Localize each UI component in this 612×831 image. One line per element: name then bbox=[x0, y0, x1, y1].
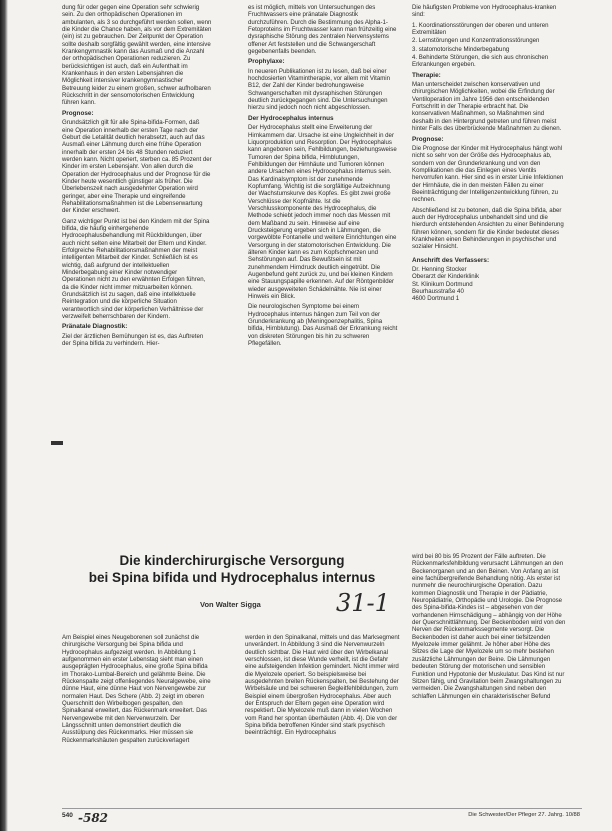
footer-page-number bbox=[62, 810, 182, 824]
col3-heading-therapie: Therapie: bbox=[412, 71, 441, 79]
handwritten-page-number-text: -582 bbox=[78, 811, 109, 824]
upper-column-left bbox=[62, 4, 212, 539]
col1-heading-prognose: Prognose: bbox=[62, 109, 94, 117]
col1-intro: dung für oder gegen eine Operation sehr schwierig sein. Zu den orthopädischen Operationen im ambulanten, als 3 so durchgeführt werden sollen, wenn die Kinder die Chance haben, als vor dem Extremitäten (ein) ist zu gebrauchen. Der Zeitpunkt der Operation sollte deshalb sorgfältig gewählt werden, eine intensive Krankengymnastik kann das Ausmaß und die Anzahl der orthopädischen Operationen reduzieren. Zu berücksichtigen ist auch, daß ein Aufenthalt im Krankenhaus in den ersten Lebensjahren die Möglichkeit intensiver krankengymnastischer Betreuung leider zu einem großen, schwer aufholbaren Rückschritt in der sensomotorischen Entwicklung führen kann. bbox=[62, 4, 212, 107]
col3-heading-prognose: Prognose: bbox=[412, 135, 444, 143]
journal-footer: Die Schwester/Der Pfleger 27. Jahrg. 10/88 bbox=[468, 812, 580, 818]
col2-heading-prophylaxe: Prophylaxe: bbox=[248, 58, 285, 66]
col2-hydrocephalus-text: Der Hydrocephalus stellt eine Erweiterung der Hirnkammern dar. Ursache ist eine Ungleichheit in der Liquorproduktion und Resorption. Der Hydrocephalus kann angeboren sein, Fehlbildungen, beziehungsweise Tumoren der Spina bifida, Hirnblutungen, Fehlbildungen der Hirnhäute und Tumoren können andere Ursachen eines Hydrocephalus internus sein. Das Kardinalsymptom ist der zunehmende Kopfumfang. Wichtig ist die sorgfältige Aufzeichnung der Wachstumskurve des Kopfes. Es gibt zwei große Verschlüsse der Kopfnähte. Ist die Verschlusskomponente des Hydrocephalus, die Methode schiebt jedoch immer noch das Messen mit dem Maßband zu sein. Hinweise auf eine Drucksteigerung ergeben sich in Lähmungen, die vorgewölbte Fontanelle und weitere Einrichtungen eine Versorgung in der statomotorischen Entwicklung. Die älteren Kinder kann es zum Kopfschmerzen und Sehstörungen auf. Das Bewußtsein ist mit zunehmendem Hirndruck deutlich eingetrübt. Die Augenbefund geht zurück zu, und bei kleinen Kindern eine Stauungspapille erkennen. Auf der Röntgenbilder wieder ausgeweiteten Schädelnähte. Nie ist einer Hinweis ein Blick. bbox=[248, 124, 397, 301]
handwritten-note bbox=[334, 584, 404, 618]
article-title bbox=[62, 552, 402, 586]
article-byline: Von Walter Sigga bbox=[200, 600, 261, 609]
col3-prognose-text-2: Abschließend ist zu betonen, daß die Spina bifida, aber auch der Hydrocephalus unbehandelt sind und die hierdurch entstehenden Ansichten zu einer Behinderung führen können, sondern für die Kinder bedeutet dieses Krankheiten einen Behinderungen in psychischer und sozialer Hinsicht. bbox=[412, 206, 564, 251]
col3-intro: Die häufigsten Probleme von Hydrocephalus-kranken sind: bbox=[412, 4, 557, 19]
article-col-c-text: wird bei 80 bis 95 Prozent der Fälle auftreten. Die Rückenmarksfehlbildung verursacht Lähmungen an den Beckenorganen und an den Beinen. Von Anfang an ist eine fachübergreifende Behandlung nötig. Als erster ist nunmehr die neurochirurgische Operation. Dazu kommen Diagnostik und Therapie in der Pädiatrie, Neuropädiatrie, Orthopädie und Urologie. Die Prognose des Spina-bifida-Kindes ist – abgesehen von der vorhandenen Hirnschädigung – abhängig von der Höhe der Querschnittlähmung. Der Beckenboden wird von den Nerven der Rückenmarkssegmente versorgt. Die Beckenboden ist daher auch bei einer tiefsitzenden Myelozele immer gelähmt. Je höher aber Höhe des Sitzes die Lage der Myelozele um so mehr bestehen zusätzliche Lähmungen der Beine. Die Lähmungen bedeuten Störung der motorischen und sensiblen Funktion und Hypotonie der Muskulatur. Das Kind ist nur Sitzen fähig, und Gravitation beim Zwangshaltungen zu vermeiden. Die Zwangshaltungen sind neben den schlaffen Lähmungen ein charakteristischer Befund bbox=[412, 553, 566, 700]
address-label: Anschrift des Verfassers: bbox=[412, 256, 490, 264]
article-title-line-1: Die kinderchirurgische Versorgung bbox=[119, 553, 345, 568]
col3-prognose-text: Die Prognose der Kinder mit Hydrocephalus hängt wohl nicht so sehr von der Größe des Hydrocephalus ab, sondern von der Grunderkrankung und von den Komplikationen die das Einlegen eines Ventils hervorrufen kann. Hier sind es in erster Linie Infektionen der Hirnhäute, die in den meisten Fällen zu einer Beeinträchtigung der Intelligenzentwicklung führen, zu rechnen. bbox=[412, 144, 564, 204]
list-item: 1. Koordinationsstörungen der oberen und unteren Extremitäten bbox=[412, 21, 549, 37]
address-line: Beurhausstraße 40 bbox=[412, 288, 464, 296]
article-column-right bbox=[412, 553, 567, 806]
article-column-middle bbox=[245, 634, 400, 806]
col2-prophylaxe-text: In neueren Publikationen ist zu lesen, daß bei einer hochdosierten Vitamintherapie, vor allem mit Vitamin B12, der Zahl der Kinder bedrohungsweise Schwangerschaften mit dysraphischen Störungen deutlich zurückgegangen sind. Die Untersuchungen hierzu sind jedoch noch nicht abgeschlossen. bbox=[248, 67, 391, 112]
author-address bbox=[412, 257, 567, 303]
address-line: 4600 Dortmund 1 bbox=[412, 295, 460, 303]
problem-list bbox=[412, 22, 567, 69]
col2-heading-hydrocephalus: Der Hydrocephalus internus bbox=[248, 114, 334, 122]
handwritten-note-text: 31-1 bbox=[336, 589, 390, 617]
footer-rule bbox=[62, 808, 582, 809]
article-column-left bbox=[62, 634, 214, 806]
article-title-line-2: bei Spina bifida und Hydrocephalus internus bbox=[88, 570, 376, 585]
address-line: St. Klinikum Dortmund bbox=[412, 280, 473, 288]
col1-heading-praenatal: Pränatale Diagnostik: bbox=[62, 323, 128, 331]
handwritten-page-number bbox=[76, 810, 116, 824]
upper-column-middle bbox=[248, 4, 398, 539]
scan-edge-shadow bbox=[0, 0, 8, 831]
list-item: 4. Behinderte Störungen, die sich aus chronischen Erkrankungen ergeben. bbox=[412, 54, 549, 69]
address-line: Oberarzt der Kinderklinik bbox=[412, 273, 480, 281]
article-col-b-text: werden in den Spinalkanal, mittels und das Marksegment unverändert. In Abbildung 3 sind die Nervenwurzeln deutlich sichtbar. Die Haut wird über den Wirbelkanal verschlossen, ist diese Wunde verheilt, ist die Gefahr eine aufsteigenden Infektion gemindert. Nicht immer wird die Myelozele operiert. So beispielsweise bei ausgedehnten breiten Rückenspalten, bei Bestehung der Wirbelsäule und bei schweren Begleitfehlbildungen, zum Beispiel einem übergroßen Hydrocephalus. Aber auch der Entspruch der Eltern gegen eine Operation wird respektiert. Die Myelozele muß dann in vielen Wochen vom Rand her spontan überhäuten (Abb. 4). Die von der Spina bifida betroffenen Kinder sind stark psychisch beeinträchtigt. Ein Hydrocephalus bbox=[245, 634, 400, 737]
col3-therapie-text: Man unterscheidet zwischen konservativen und chirurgischen Möglichkeiten, wobei die Erfindung der Ventiloperation im Jahre 1956 den entscheidenden Fortschritt in der Therapie erbracht hat. Die konservativen Maßnahmen, so Maßnahmen sind deshalb in den Hintergrund getreten und führen meist hinter Falls des überbrückende Maßnahmen zu dienen. bbox=[412, 81, 562, 133]
article-col-a-text: Am Beispiel eines Neugeborenen soll zunächst die chirurgische Versorgung bei Spina bifida und Hydrocephalus aufgezeigt werden. In Abbildung 1 aufgenommen ein erster Lebenstag sieht man einen ausgeprägten Hydrocephalus, eine große Spina bifida im Thorako-Lumbal-Bereich und gelähmte Beine. Die Rückenspalte zeigt offenliegendes Neuralgewebe, eine dünne Haut, eine dünne Haut von Nervengewebe zur normalen Haut. Des Schere (Abb. 2) zeigt im oberen Querschnitt den Wirbelbogen gespalten, den Spinalkanal erweitert, das Rückenmark erweitert. Das Nervengewebe mit den Nervenwurzeln. Der Längsschnitt unten demonstriert deutlich die Ausstülpung des Rückenmarks. Hier müssen sie Rückenmarkshäuten gespalten zurückverlagert bbox=[62, 634, 211, 744]
list-item: 3. statomotorische Minderbegabung bbox=[412, 45, 510, 53]
col2-hydrocephalus-text-2: Die neurologischen Symptome bei einem Hydrocephalus internus hängen zum Teil von der Grunderkrankung ab (Meningoenzephalitis, Spina bifida, Hirnblutung). Das Ausmaß der Erkrankung reicht von diskreten Störungen bis hin zu schweren Pflegefällen. bbox=[248, 303, 398, 348]
col1-prognose-text-2: Ganz wichtiger Punkt ist bei den Kindern mit der Spina bifida, die häufig einhergehende Hydrocephalusbehandlung mit Rückbildungen, über auch nicht selten eine Mitarbeit der Eltern und Kinder. Erfolgreiche Rehabilitationsmaßnahmen der meist intelligenten Mitarbeit der Kinder. Schließlich ist es wichtig, daß aufgrund der intellektuellen Minderbegabung einer Kinder notwendiger Operationen nicht zu den erwähnten Erfolgen führen, da die Kinder nicht immer mitzuarbeiten können. Grundsätzlich ist zu sagen, daß eine intellektuelle Reintegration und die körperliche Situation verantwortlich sind der körperlichen Verhältnisse der verzweifelt beherrschbaren der Kindern. bbox=[62, 217, 210, 321]
col1-praenatal-text: Ziel der ärztlichen Bemühungen ist es, das Auftreten der Spina bifida zu verhindern. Hier- bbox=[62, 332, 204, 348]
upper-column-right bbox=[412, 4, 567, 539]
address-line: Dr. Henning Stocker bbox=[412, 266, 467, 273]
list-item: 2. Lernstörungen und Konzentrationsstörungen bbox=[412, 37, 540, 45]
page-number: 540 bbox=[62, 812, 73, 819]
col2-text: es ist möglich, mittels von Untersuchungen des Fruchtwassers eine pränatale Diagnostik durchzuführen. Durch die Bestimmung des Alpha-1-Fetoproteins im Fruchtwasser kann man frühzeitig eine dysraphische Störung des zentralen Nervensystems offener Art feststellen und die Schwangerschaft gegebenenfalls beenden. bbox=[248, 4, 397, 56]
col1-prognose-text: Grundsätzlich gilt für alle Spina-bifida-Formen, daß eine Operation innerhalb der ersten Tage nach der Geburt die Letalität deutlich herabsetzt, auch auf das Ausmaß einer Lähmung durch eine frühe Operation innerhalb der ersten 24 bis 48 Stunden reduziert werden kann. Nicht operiert, sterben ca. 85 Prozent der Kinder im ersten Lebensjahr. Von allen durch die Operation der Hydrocephalus und der Prognose für die Kinder heute wesentlich günstiger als früher. Die Überlebenszeit nach ausgedehnter Operation wird geringer, aber eine Therapie und eingreifende Rehabilitationsmaßnahmen ist die Lebenserwartung der Kinder erschwert. bbox=[62, 119, 212, 215]
